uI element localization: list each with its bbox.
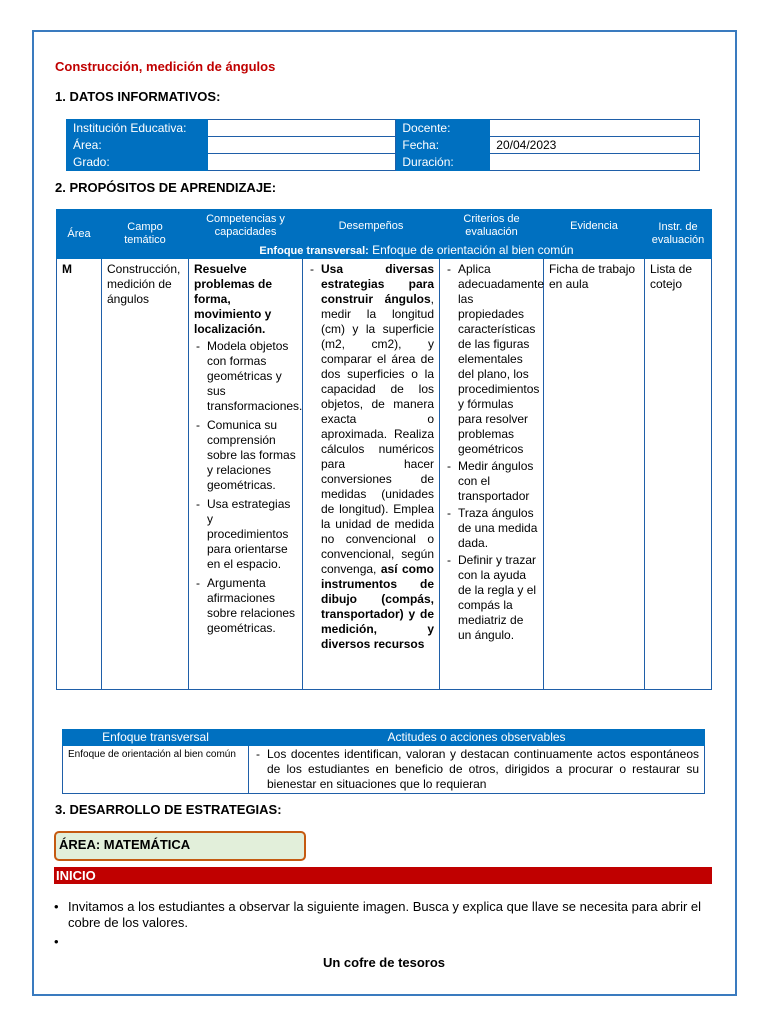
header-evidencia: Evidencia <box>544 210 645 243</box>
header-campo: Campo temático <box>102 210 189 259</box>
enfoque-transversal-table <box>62 729 705 794</box>
section-datos-informativos: 1. DATOS INFORMATIVOS: <box>55 89 221 104</box>
actitudes-cell: - Los docentes identifican, valoran y destacan continuamente actos espontáneos de los estudiantes en beneficio de otros, dirigidos a procurar o restaurar su bienestar en situaciones que lo requieran <box>249 746 705 794</box>
criterio-item: - Aplica adecuadamente las propiedades características de las figuras elementales del plano, los procedimientos y fórmulas para resolver problemas geométricos <box>445 262 538 457</box>
capacidad-item: - Usa estrategias y procedimientos para orientarse en el espacio. <box>194 497 297 572</box>
area-matematica-box: ÁREA: MATEMÁTICA <box>54 831 306 861</box>
header-area: Área <box>57 210 102 259</box>
capacidad-item: - Modela objetos con formas geométricas y sus transformaciones. <box>194 339 297 414</box>
institucion-field[interactable] <box>207 120 396 137</box>
docente-label: Docente: <box>396 120 490 137</box>
area-field[interactable] <box>207 137 396 154</box>
desempeno-bold-2: así como instrumentos de dibujo (compás, transportador) y de medición, y diversos recursos <box>321 562 434 651</box>
duracion-label: Duración: <box>396 154 490 171</box>
duracion-field[interactable] <box>490 154 700 171</box>
desempeno-text: , medir la longitud (cm) y la superficie (m2, cm2), y comparar el área de dos superficies o la capacidad de los objetos, de manera exacta o aproximada. Realiza cálculos numéricos para hacer conversiones de medidas (unidades de longitud). Emplea la unidad de medida no convencional o convencional, según convenga, <box>321 292 434 576</box>
section-desarrollo: 3. DESARROLLO DE ESTRATEGIAS: <box>55 802 282 817</box>
row-instr: Lista de cotejo <box>645 259 712 690</box>
header-criterios: Criterios de evaluación <box>440 210 544 243</box>
image-caption: Un cofre de tesoros <box>322 955 446 970</box>
propositos-table <box>56 209 712 690</box>
capacidad-item: - Argumenta afirmaciones sobre relaciones geométricas. <box>194 576 297 636</box>
inicio-bullets <box>54 899 714 950</box>
desempeno-item: - Usa diversas estrategias para construir ángulos, medir la longitud (cm) y la superficie (m2, cm2), y comparar el área de dos superficies o la capacidad de los objetos, de manera exacta o aproximada. Realiza cálculos numéricos para hacer conversiones de medidas (unidades de longitud). Emplea la unidad de medida no convencional o convencional, según convenga, así como instrumentos de dibujo (compás, transportador) y de medición, y diversos recursos <box>310 262 434 651</box>
capacidad-item: - Comunica su comprensión sobre las formas y relaciones geométricas. <box>194 418 297 493</box>
docente-field[interactable] <box>490 120 700 137</box>
section-propositos: 2. PROPÓSITOS DE APRENDIZAJE: <box>55 180 277 195</box>
enfoque-cell: Enfoque de orientación al bien común <box>63 746 249 794</box>
row-criterios <box>440 259 544 690</box>
criterio-item: - Medir ángulos con el transportador <box>445 459 538 504</box>
bullet-item-empty <box>54 934 714 950</box>
enfoque-label: Enfoque transversal: <box>259 245 369 257</box>
header-instr: Instr. de evaluación <box>645 210 712 259</box>
enfoque-value: Enfoque de orientación al bien común <box>368 243 574 257</box>
grado-field[interactable] <box>207 154 396 171</box>
info-table <box>66 119 700 171</box>
document-title: Construcción, medición de ángulos <box>55 59 276 74</box>
row-evidencia: Ficha de trabajo en aula <box>544 259 645 690</box>
enfoque-row <box>189 243 645 259</box>
enfoque-col-header: Enfoque transversal <box>63 730 249 746</box>
fecha-field[interactable]: 20/04/2023 <box>490 137 700 154</box>
criterio-item: - Definir y trazar con la ayuda de la regla y el compás la mediatriz de un ángulo. <box>445 553 538 643</box>
row-desempenos <box>303 259 440 690</box>
grado-label: Grado: <box>67 154 208 171</box>
header-competencias: Competencias y capacidades <box>189 210 303 243</box>
competencia-title: Resuelve problemas de forma, movimiento y localización. <box>194 262 273 336</box>
fecha-label: Fecha: <box>396 137 490 154</box>
bullet-item: • Invitamos a los estudiantes a observar la siguiente imagen. Busca y explica que llave se necesita para abrir el cobre de los valores. <box>54 899 714 931</box>
actitudes-col-header: Actitudes o acciones observables <box>249 730 705 746</box>
row-campo: Construcción, medición de ángulos <box>102 259 189 690</box>
inicio-bar: INICIO <box>54 867 712 884</box>
header-desempenos: Desempeños <box>303 210 440 243</box>
criterio-item: - Traza ángulos de una medida dada. <box>445 506 538 551</box>
area-label: Área: <box>67 137 208 154</box>
desempeno-bold-1: Usa diversas estrategias para construir ángulos <box>321 262 434 306</box>
row-area: M <box>57 259 102 690</box>
institucion-label: Institución Educativa: <box>67 120 208 137</box>
row-competencias <box>189 259 303 690</box>
